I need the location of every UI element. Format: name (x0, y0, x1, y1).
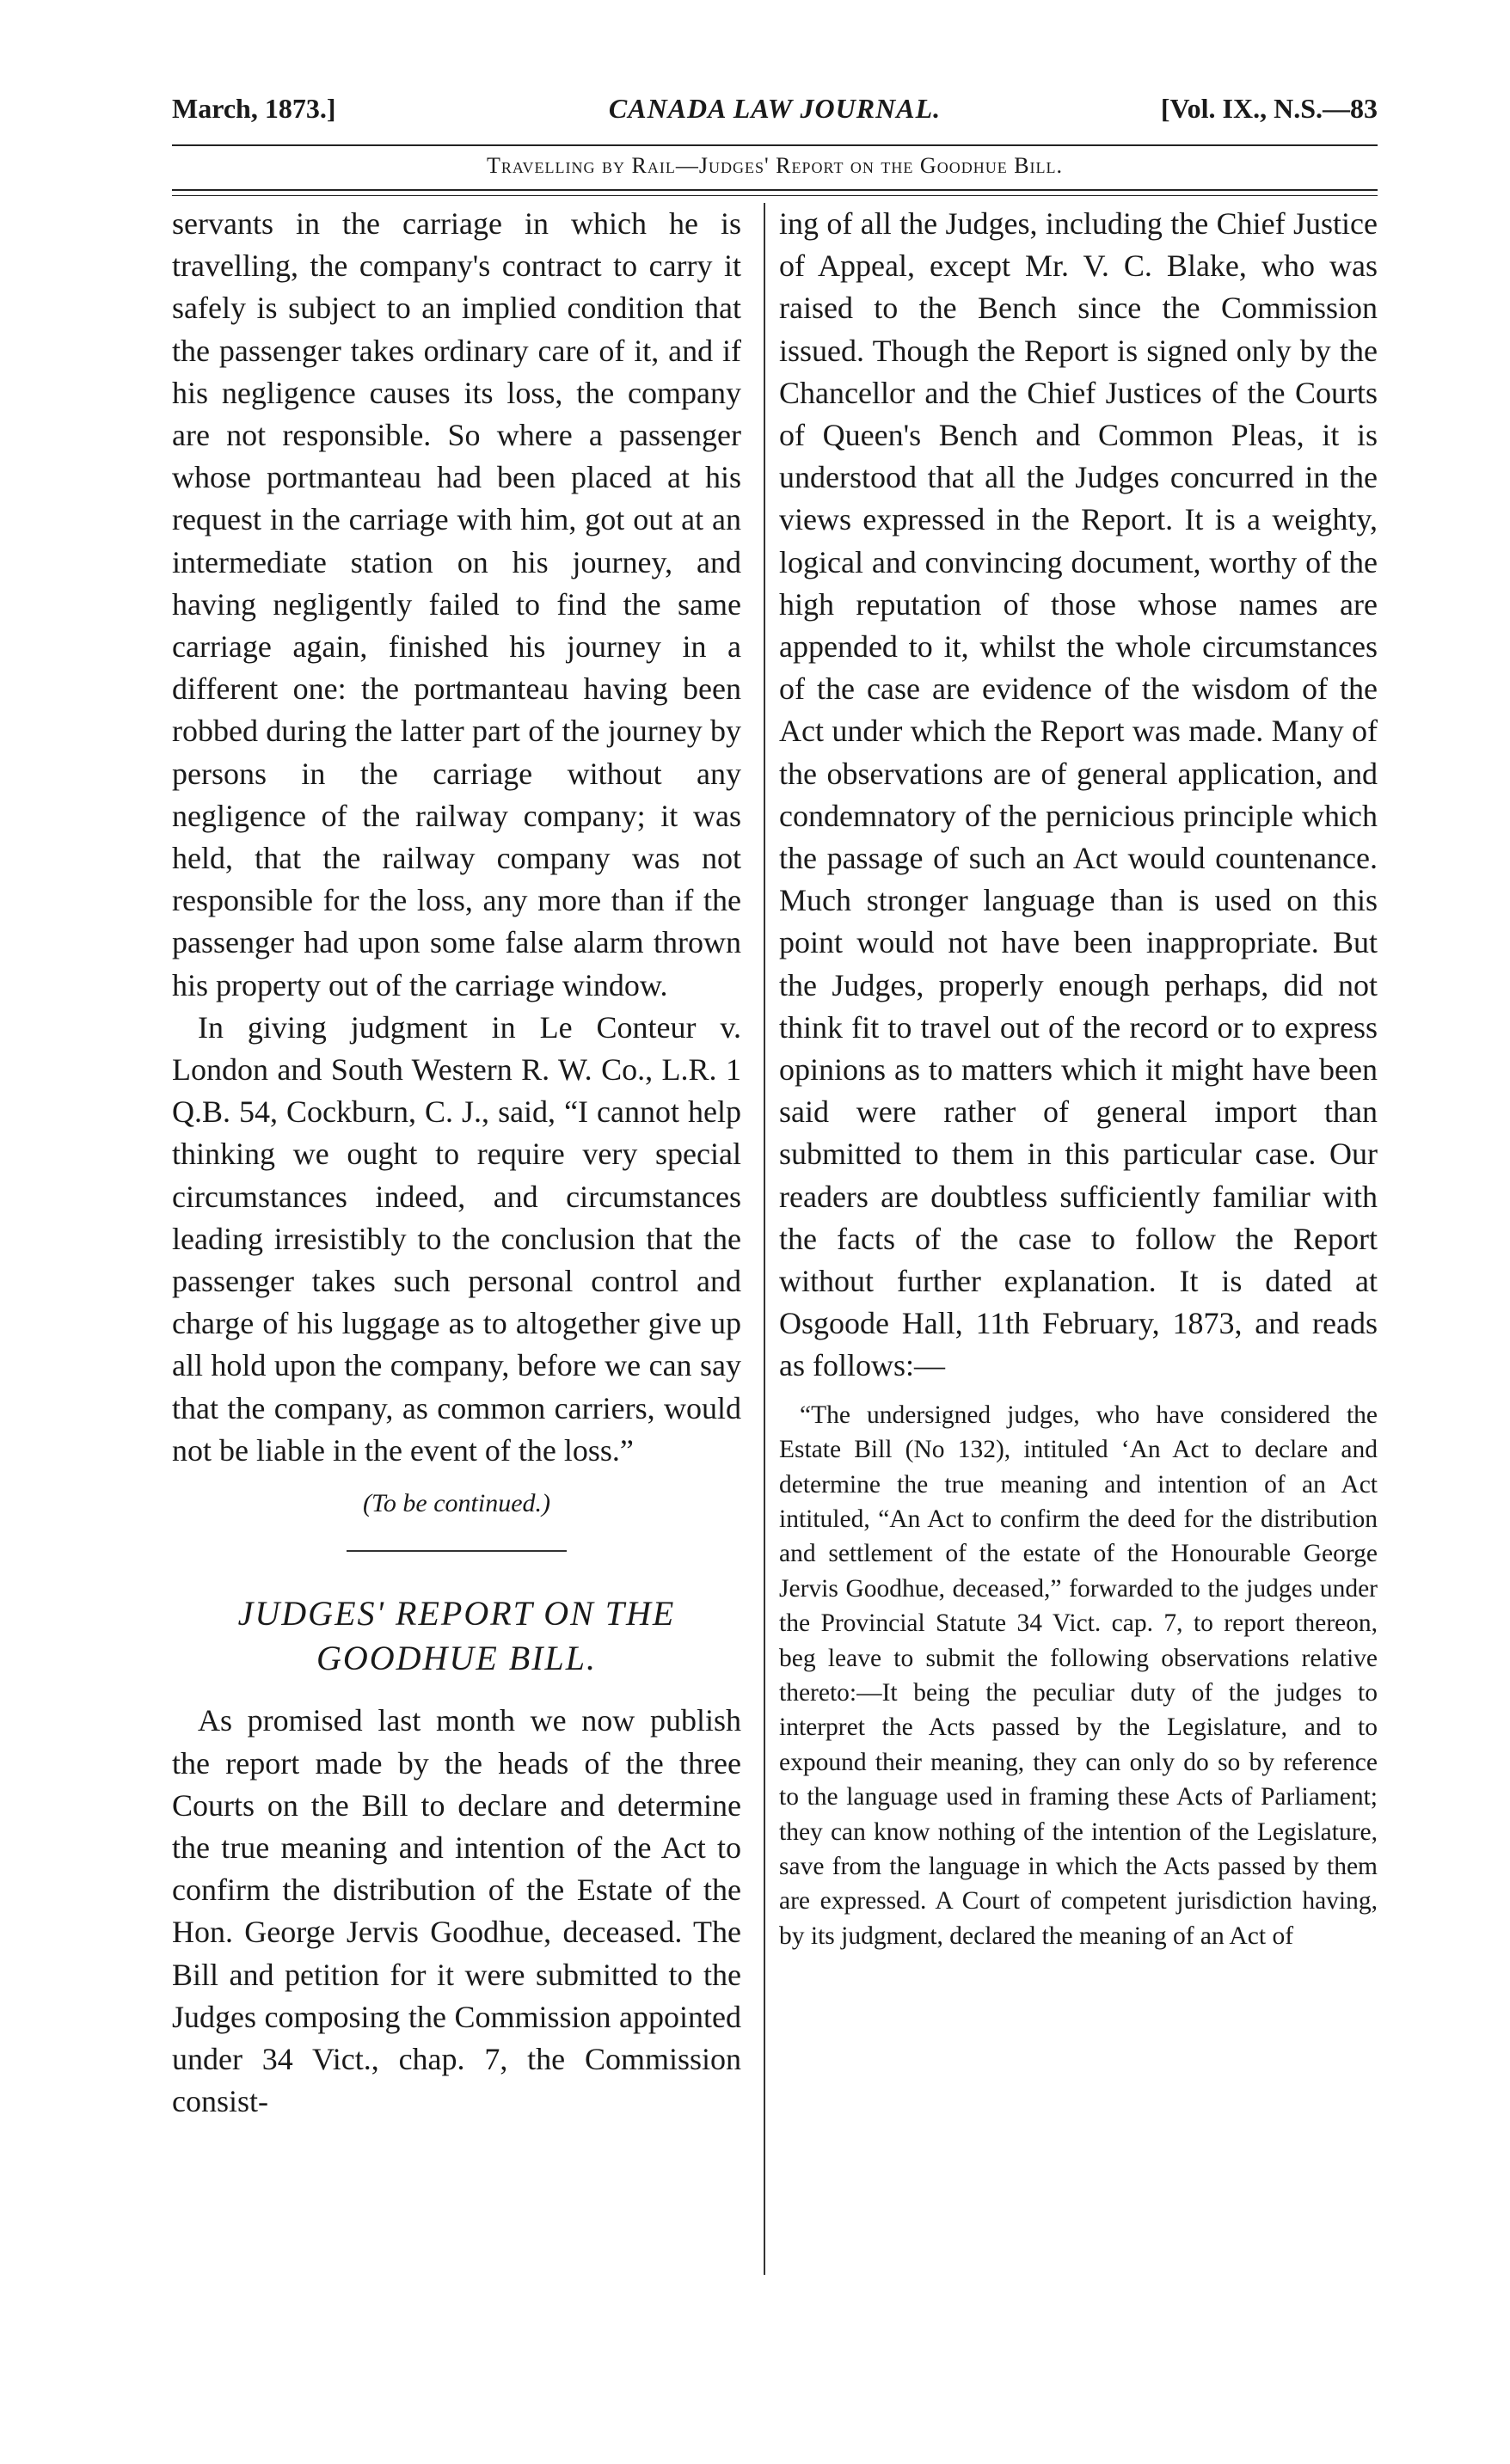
header-volume-page: [Vol. IX., N.S.—83 (1160, 93, 1378, 124)
left-paragraph-1: servants in the carriage in which he is travelling, the company's contract to carry it safely is subject to an implied condition that the passenger takes ordinary care of it, and if his negligence causes its loss, the company are not responsible. So where a passenger whose portmanteau had been placed at his request in the carriage with him, got out at an intermediate station on his journey, and having negligently failed to find the same carriage again, finished his journey in a different one: the portmanteau having been robbed during the latter part of the journey by persons in the carriage without any negligence of the railway company; it was held, that the railway company was not responsible for the loss, any more than if the passenger had upon some false alarm thrown his property out of the carriage window. (172, 206, 741, 1002)
header-date: March, 1873.] (172, 93, 336, 124)
header-rule (172, 144, 1378, 146)
right-column (779, 203, 1378, 1953)
left-paragraph-3: As promised last month we now publish the report made by the heads of the three Courts on the Bill to declare and determine the true meaning and intention of the Act to confirm the distribution of the Estate of the Hon. George Jervis Goodhue, deceased. The Bill and petition for it were submitted to the Judges composing the Commission appointed under 34 Vict., chap. 7, the Commission consist- (172, 1703, 741, 2119)
article-title (172, 1591, 741, 1681)
left-column (172, 203, 741, 2123)
header-journal-title: CANADA LAW JOURNAL. (608, 93, 942, 124)
to-be-continued: (To be continued.) (362, 1489, 551, 1518)
article-title-line-2: GOODHUE BILL. (316, 1639, 597, 1678)
section-subheader: Travelling by Rail—Judges' Report on the Goodhue Bill. (486, 153, 1064, 178)
report-quote-text: “The undersigned judges, who have considered the Estate Bill (No 132), intituled ‘An Act to declare and determine the true meaning and intention of an Act intituled, “An Act to confirm the deed for the distribution and settlement of the estate of the Honourable George Jervis Goodhue, deceased,” forwarded to the judges under the Provincial Statute 34 Vict. cap. 7, to report thereon, beg leave to submit the following observations relative thereto:—It being the peculiar duty of the judges to interpret the Acts passed by the Legislature, and to expound their meaning, they can only do so by reference to the language used in framing these Acts of Parliament; they can know nothing of the intention of the Legislature, save from the language in which the Acts passed by them are expressed. A Court of competent jurisdiction having, by its judgment, declared the meaning of an Act of (779, 1401, 1378, 1950)
subheader-rule-top (172, 189, 1378, 191)
article-title-line-1: JUDGES' REPORT ON THE (237, 1594, 676, 1633)
right-paragraph-1: ing of all the Judges, including the Chief Justice of Appeal, except Mr. V. C. Blake, who was raised to the Bench since the Commission issued. Though the Report is signed only by the Chancellor and the Chief Justices of the Courts of Queen's Bench and Common Pleas, it is understood that all the Judges concurred in the views expressed in the Report. It is a weighty, logical and convincing document, worthy of the high reputation of those whose names are appended to it, whilst the whole circumstances of the case are evidence of the wisdom of the Act under which the Report was made. Many of the observations are of general application, and condemnatory of the pernicious principle which the passage of such an Act would countenance. Much stronger language than is used on this point would not have been inappropriate. But the Judges, properly enough perhaps, did not think fit to travel out of the record or to express opinions as to matters which it might have been said were rather of general import than submitted to them in this particular case. Our readers are doubtless sufficiently familiar with the facts of the case to follow the Report without further explanation. It is dated at Osgoode Hall, 11th February, 1873, and reads as follows:— (779, 206, 1378, 1383)
column-divider (764, 203, 765, 2275)
running-header (172, 93, 1378, 136)
article-separator (347, 1550, 567, 1552)
report-quote (779, 1398, 1378, 1954)
subheader-rule-bottom (172, 195, 1378, 196)
left-paragraph-2: In giving judgment in Le Conteur v. London and South Western R. W. Co., L.R. 1 Q.B. 54, Cockburn, C. J., said, “I cannot help thinking we ought to require very special circumstances indeed, and circumstances leading irresistibly to the conclusion that the passenger takes such personal control and charge of his luggage as to altogether give up all hold upon the company, before we can say that the company, as common carriers, would not be liable in the event of the loss.” (172, 1009, 741, 1468)
